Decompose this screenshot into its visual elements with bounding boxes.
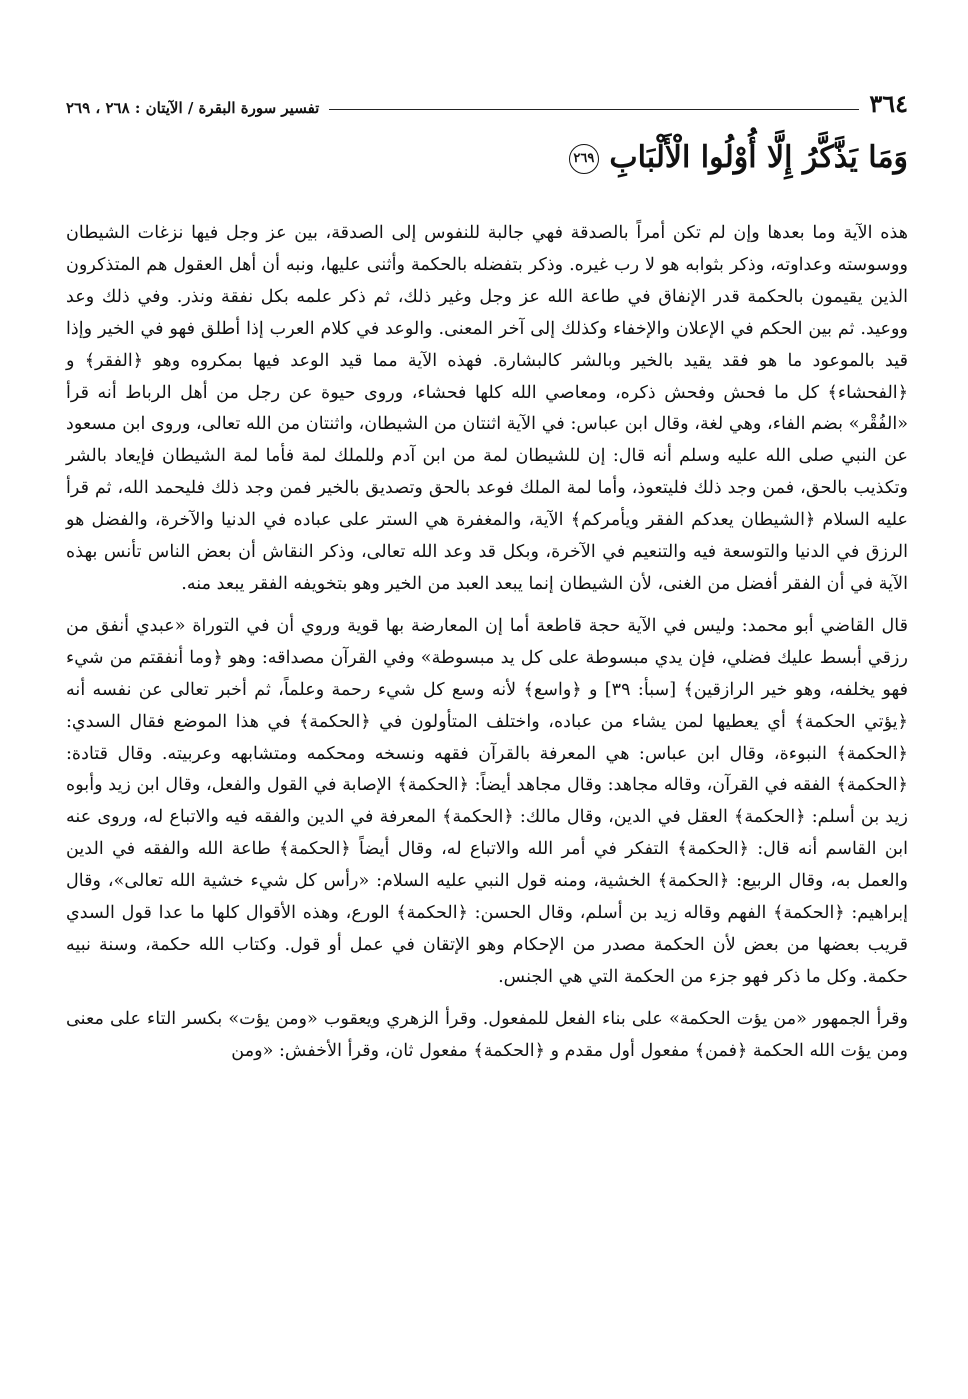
header-rule	[329, 109, 859, 110]
paragraph-2: قال القاضي أبو محمد: وليس في الآية حجة قاطعة أما إن المعارضة بها قوية وروي أن في التوراة «عبدي أنفق من رزقي أبسط عليك فضلي، فإن يدي مبسوطة على كل يد مبسوطة» وفي القرآن مصداقه: وهو ﴿وما أنفقتم من شيء فهو يخلفه، وهو خير الرازقين﴾ [سبأ: ٣٩] و ﴿واسع﴾ لأنه وسع كل شيء رحمة وعلماً، ثم أخبر تعالى عن نفسه أنه ﴿يؤتي الحكمة﴾ أي يعطيها لمن يشاء من عباده، واختلف المتأولون في ﴿الحكمة﴾ في هذا الموضع فقال السدي: ﴿الحكمة﴾ النبوءة، وقال ابن عباس: هي المعرفة بالقرآن فقهه ونسخه ومحكمه ومتشابهه وعربيته. وقال قتادة: ﴿الحكمة﴾ الفقه في القرآن، وقاله مجاهد: وقال مجاهد أيضاً: ﴿الحكمة﴾ الإصابة في القول والفعل، وقال ابن زيد وأبوه زيد بن أسلم: ﴿الحكمة﴾ العقل في الدين، وقال مالك: ﴿الحكمة﴾ المعرفة في الدين والفقه فيه والاتباع له، وروى عنه ابن القاسم أنه قال: ﴿الحكمة﴾ التفكر في أمر الله والاتباع له، وقال أيضاً ﴿الحكمة﴾ طاعة الله والفقه في الدين والعمل به، وقال الربيع: ﴿الحكمة﴾ الخشية، ومنه قول النبي عليه السلام: «رأس كل شيء خشية الله تعالى»، وقال إبراهيم: ﴿الحكمة﴾ الفهم وقاله زيد بن أسلم، وقال الحسن: ﴿الحكمة﴾ الورع، وهذه الأقوال كلها ما عدا قول السدي قريب بعضها من بعض لأن الحكمة مصدر من الإحكام وهو الإتقان في عمل أو قول. وكتاب الله حكمة، وسنة نبيه حكمة. وكل ما ذكر فهو جزء من الحكمة التي هي الجنس.	[66, 615, 908, 987]
quran-verse	[66, 140, 908, 190]
paragraph-3: وقرأ الجمهور «من يؤت الحكمة» على بناء الفعل للمفعول. وقرأ الزهري ويعقوب «ومن يؤت» بكسر التاء على معنى ومن يؤت الله الحكمة ﴿فمن﴾ مفعول أول مقدم و ﴿الحكمة﴾ مفعول ثان، وقرأ الأخفش: «ومن	[66, 1008, 908, 1061]
verse-number-marker: ٢٦٩	[569, 144, 599, 174]
commentary-body	[66, 218, 908, 1068]
verse-text: وَمَا يَذَّكَّرُ إِلَّا أُوْلُوا الْأَلْبَابِ	[609, 140, 908, 175]
running-title: تفسير سورة البقرة / الآيتان : ٢٦٨ ، ٢٦٩	[66, 99, 320, 117]
page-number: ٣٦٤	[869, 89, 908, 118]
paragraph-1: هذه الآية وما بعدها وإن لم تكن أمراً بالصدقة فهي جالبة للنفوس إلى الصدقة، بين عز وجل فيها نزغات الشيطان ووسوسته وعداوته، وذكر بثوابه هو لا رب غيره. وذكر بتفضله بالحكمة وأثنى عليها، ونبه أن أهل العقول هم المتذكرون الذين يقيمون بالحكمة قدر الإنفاق في طاعة الله عز وجل وغير ذلك، ثم ذكر علمه بكل نفقة ونذر. وفي ذلك وعد ووعيد. ثم بين الحكم في الإعلان والإخفاء وكذلك إلى آخر المعنى. والوعد في كلام العرب إذا أطلق فهو في الخير وإذا قيد بالموعود ما هو فقد يقيد بالخير وبالشر كالبشارة. فهذه الآية مما قيد الوعد فيها بمكروه وهو ﴿الفقر﴾ و ﴿الفحشاء﴾ كل ما فحش وفحش ذكره، ومعاصي الله كلها فحشاء، وروى حيوة عن رجل من أهل الرباط أنه قرأ «الفُقْر» بضم الفاء، وهي لغة، وقال ابن عباس: في الآية اثنتان من الشيطان، واثنتان من الله تعالى، وروى ابن مسعود عن النبي صلى الله عليه وسلم أنه قال: إن للشيطان لمة من ابن آدم وللملك لمة فأما لمة الشيطان فإيعاد بالشر وتكذيب بالحق، فمن وجد ذلك فليتعوذ، وأما لمة الملك فوعد بالحق وتصديق بالخير فمن وجد ذلك فليحمد الله، ثم قرأ عليه السلام ﴿الشيطان يعدكم الفقر ويأمركم﴾ الآية، والمغفرة هي الستر على عباده في الدنيا والآخرة، والفضل هو الرزق في الدنيا والتوسعة فيه والتنعيم في الآخرة، وبكل قد وعد الله تعالى، وذكر النقاش أن بعض الناس تأنس بهذه الآية في أن الفقر أفضل من الغنى، لأن الشيطان إنما يبعد العبد من الخير وهو بتخويفه الفقر يبعد منه.	[66, 223, 908, 594]
running-header	[66, 82, 908, 116]
